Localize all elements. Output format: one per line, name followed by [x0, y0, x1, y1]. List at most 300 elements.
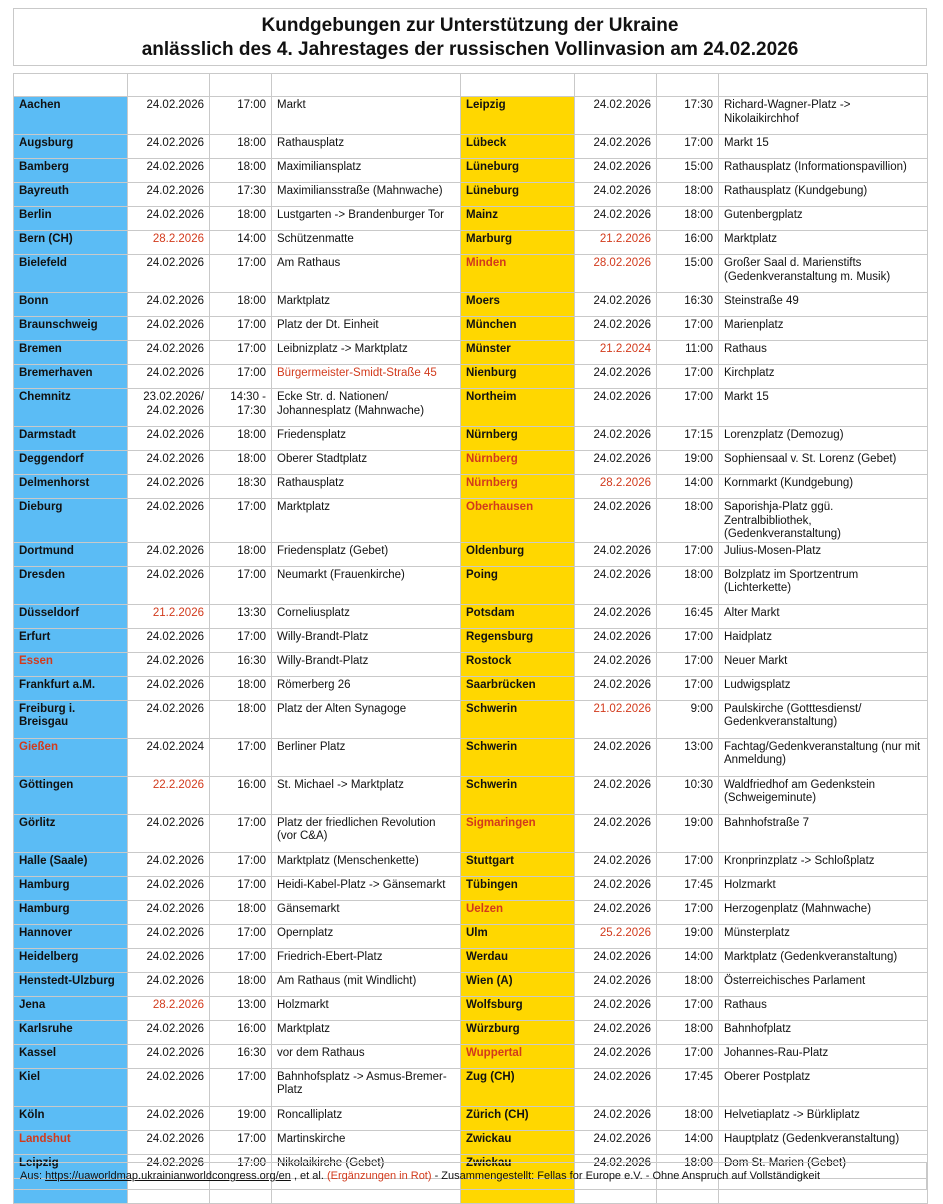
left-time-cell: 18:00	[210, 972, 272, 996]
right-date-cell: 24.02.2026	[575, 776, 657, 814]
right-time-cell: 16:45	[657, 604, 719, 628]
right-place-cell: Marktplatz	[719, 231, 928, 255]
right-city-cell: Nürnberg	[461, 475, 575, 499]
left-date-cell: 24.02.2026	[128, 475, 210, 499]
right-city-cell: München	[461, 317, 575, 341]
header-cell	[272, 74, 461, 97]
left-city-cell: Deggendorf	[14, 451, 128, 475]
right-place-cell: Alter Markt	[719, 604, 928, 628]
right-time-cell: 17:45	[657, 876, 719, 900]
right-time-cell: 9:00	[657, 700, 719, 738]
right-city-cell: Nienburg	[461, 365, 575, 389]
right-city-cell: Marburg	[461, 231, 575, 255]
left-date-cell: 24.02.2026	[128, 365, 210, 389]
table-row	[14, 183, 928, 207]
table-row	[14, 389, 928, 427]
left-city-cell: Bern (CH)	[14, 231, 128, 255]
right-place-cell: Herzogenplatz (Mahnwache)	[719, 900, 928, 924]
left-date-cell: 24.02.2026	[128, 900, 210, 924]
left-place-cell: Platz der Dt. Einheit	[272, 317, 461, 341]
left-time-cell: 17:00	[210, 499, 272, 543]
right-date-cell: 24.02.2026	[575, 1106, 657, 1130]
document-sheet	[13, 8, 927, 1192]
table-row	[14, 97, 928, 135]
left-time-cell: 17:00	[210, 814, 272, 852]
left-city-cell: Hamburg	[14, 876, 128, 900]
right-city-cell: Zwickau	[461, 1130, 575, 1154]
left-date-cell: 22.2.2026	[128, 776, 210, 814]
table-row	[14, 135, 928, 159]
left-city-cell: Jena	[14, 996, 128, 1020]
right-date-cell: 24.02.2026	[575, 814, 657, 852]
right-place-cell: Ludwigsplatz	[719, 676, 928, 700]
left-date-cell: 24.02.2026	[128, 1068, 210, 1106]
right-date-cell: 24.02.2026	[575, 499, 657, 543]
left-place-cell: vor dem Rathaus	[272, 1044, 461, 1068]
title-box	[13, 8, 927, 66]
left-date-cell: 24.02.2026	[128, 341, 210, 365]
left-place-cell: Willy-Brandt-Platz	[272, 652, 461, 676]
left-time-cell: 18:00	[210, 676, 272, 700]
right-place-cell: Steinstraße 49	[719, 293, 928, 317]
left-city-cell: Hannover	[14, 924, 128, 948]
table-row	[14, 738, 928, 776]
left-place-cell: Römerberg 26	[272, 676, 461, 700]
left-date-cell: 24.02.2026	[128, 1130, 210, 1154]
right-time-cell: 16:00	[657, 231, 719, 255]
left-city-cell: Dieburg	[14, 499, 128, 543]
header-cell	[719, 74, 928, 97]
right-place-cell: Holzmarkt	[719, 876, 928, 900]
right-time-cell: 17:00	[657, 900, 719, 924]
right-city-cell: Stuttgart	[461, 852, 575, 876]
right-place-cell: Münsterplatz	[719, 924, 928, 948]
left-city-cell: Görlitz	[14, 814, 128, 852]
right-place-cell: Rathausplatz (Kundgebung)	[719, 183, 928, 207]
left-place-cell: Marktplatz	[272, 293, 461, 317]
right-date-cell: 24.02.2026	[575, 365, 657, 389]
right-date-cell: 24.02.2026	[575, 676, 657, 700]
left-city-cell: Frankfurt a.M.	[14, 676, 128, 700]
right-time-cell: 16:30	[657, 293, 719, 317]
table-row	[14, 499, 928, 543]
left-time-cell: 18:00	[210, 159, 272, 183]
right-time-cell: 18:00	[657, 972, 719, 996]
left-date-cell: 24.02.2026	[128, 924, 210, 948]
right-city-cell: Saarbrücken	[461, 676, 575, 700]
right-date-cell: 21.2.2026	[575, 231, 657, 255]
right-time-cell: 17:00	[657, 652, 719, 676]
right-date-cell: 24.02.2026	[575, 135, 657, 159]
left-time-cell: 18:00	[210, 293, 272, 317]
table-row	[14, 972, 928, 996]
table-row	[14, 700, 928, 738]
right-time-cell: 15:00	[657, 255, 719, 293]
table-row	[14, 365, 928, 389]
left-date-cell: 24.02.2026	[128, 293, 210, 317]
right-place-cell: Oberer Postplatz	[719, 1068, 928, 1106]
left-date-cell: 24.02.2026	[128, 852, 210, 876]
left-city-cell: Göttingen	[14, 776, 128, 814]
table-row	[14, 1130, 928, 1154]
right-city-cell: Oberhausen	[461, 499, 575, 543]
table-row	[14, 293, 928, 317]
left-date-cell: 24.02.2024	[128, 738, 210, 776]
left-place-cell: Nikolaikirche (Gebet)	[272, 1154, 461, 1178]
right-place-cell: Kornmarkt (Kundgebung)	[719, 475, 928, 499]
right-place-cell: Bahnhofplatz	[719, 1020, 928, 1044]
right-place-cell: Dom St. Marien (Gebet)	[719, 1154, 928, 1178]
left-date-cell: 24.02.2026	[128, 255, 210, 293]
left-city-cell: Bamberg	[14, 159, 128, 183]
left-place-cell: St. Michael -> Marktplatz	[272, 776, 461, 814]
left-date-cell: 28.2.2026	[128, 996, 210, 1020]
right-time-cell: 17:00	[657, 317, 719, 341]
left-city-cell: Landshut	[14, 1130, 128, 1154]
left-date-cell: 24.02.2026	[128, 700, 210, 738]
right-city-cell: Zug (CH)	[461, 1068, 575, 1106]
left-place-cell: Am Rathaus	[272, 255, 461, 293]
left-city-cell: Berlin	[14, 207, 128, 231]
right-city-cell: Zürich (CH)	[461, 1106, 575, 1130]
right-place-cell: Marienplatz	[719, 317, 928, 341]
left-time-cell: 17:00	[210, 1068, 272, 1106]
right-city-cell: Wien (A)	[461, 972, 575, 996]
right-place-cell: Julius-Mosen-Platz	[719, 542, 928, 566]
right-date-cell: 24.02.2026	[575, 604, 657, 628]
right-city-cell: Lübeck	[461, 135, 575, 159]
right-place-cell: Helvetiaplatz -> Bürkliplatz	[719, 1106, 928, 1130]
right-date-cell: 24.02.2026	[575, 293, 657, 317]
left-time-cell: 17:00	[210, 948, 272, 972]
right-city-cell: Nürnberg	[461, 451, 575, 475]
right-date-cell: 24.02.2026	[575, 183, 657, 207]
left-city-cell: Karlsruhe	[14, 1020, 128, 1044]
right-place-cell: Sophiensaal v. St. Lorenz (Gebet)	[719, 451, 928, 475]
right-time-cell: 18:00	[657, 499, 719, 543]
right-place-cell: Großer Saal d. Marienstifts (Gedenkveranstaltung m. Musik)	[719, 255, 928, 293]
right-time-cell: 17:00	[657, 365, 719, 389]
right-place-cell: Saporishja-Platz ggü. Zentralbibliothek, (Gedenkveranstaltung)	[719, 499, 928, 543]
left-place-cell: Ecke Str. d. Nationen/ Johannesplatz (Mahnwache)	[272, 389, 461, 427]
table-row	[14, 948, 928, 972]
table-row	[14, 924, 928, 948]
right-city-cell: Rostock	[461, 652, 575, 676]
right-place-cell: Hauptplatz (Gedenkveranstaltung)	[719, 1130, 928, 1154]
right-date-cell: 24.02.2026	[575, 948, 657, 972]
right-city-cell: Münster	[461, 341, 575, 365]
left-date-cell: 24.02.2026	[128, 948, 210, 972]
left-city-cell: Kassel	[14, 1044, 128, 1068]
right-date-cell: 24.02.2026	[575, 566, 657, 604]
left-time-cell: 17:00	[210, 341, 272, 365]
right-time-cell: 18:00	[657, 183, 719, 207]
left-date-cell: 24.02.2026	[128, 972, 210, 996]
right-city-cell: Minden	[461, 255, 575, 293]
right-date-cell: 25.2.2026	[575, 924, 657, 948]
left-place-cell: Friedrich-Ebert-Platz	[272, 948, 461, 972]
left-time-cell: 17:00	[210, 1154, 272, 1178]
right-time-cell: 17:00	[657, 1044, 719, 1068]
source-footer	[13, 1162, 927, 1190]
right-time-cell: 19:00	[657, 814, 719, 852]
left-place-cell: Maximiliansplatz	[272, 159, 461, 183]
right-place-cell: Bahnhofstraße 7	[719, 814, 928, 852]
left-place-cell: Heidi-Kabel-Platz -> Gänsemarkt	[272, 876, 461, 900]
right-time-cell: 17:00	[657, 852, 719, 876]
left-date-cell: 24.02.2026	[128, 542, 210, 566]
left-time-cell: 18:00	[210, 427, 272, 451]
right-date-cell: 24.02.2026	[575, 900, 657, 924]
events-table-body	[14, 74, 928, 1204]
right-city-cell: Sigmaringen	[461, 814, 575, 852]
right-place-cell: Johannes-Rau-Platz	[719, 1044, 928, 1068]
left-time-cell: 18:30	[210, 475, 272, 499]
left-place-cell: Rathausplatz	[272, 135, 461, 159]
left-place-cell: Martinskirche	[272, 1130, 461, 1154]
right-city-cell: Wolfsburg	[461, 996, 575, 1020]
left-place-cell: Willy-Brandt-Platz	[272, 628, 461, 652]
right-city-cell: Uelzen	[461, 900, 575, 924]
left-city-cell: Bremen	[14, 341, 128, 365]
table-row	[14, 852, 928, 876]
left-date-cell: 24.02.2026	[128, 628, 210, 652]
right-time-cell: 15:00	[657, 159, 719, 183]
right-place-cell: Lorenzplatz (Demozug)	[719, 427, 928, 451]
left-place-cell: Corneliusplatz	[272, 604, 461, 628]
left-date-cell: 21.2.2026	[128, 604, 210, 628]
left-place-cell: Schützenmatte	[272, 231, 461, 255]
right-place-cell: Haidplatz	[719, 628, 928, 652]
header-cell	[128, 74, 210, 97]
left-city-cell: Delmenhorst	[14, 475, 128, 499]
source-link[interactable]: https://uaworldmap.ukrainianworldcongress.org/en	[45, 1170, 291, 1182]
left-time-cell: 17:00	[210, 365, 272, 389]
left-city-cell: Aachen	[14, 97, 128, 135]
right-time-cell: 17:00	[657, 676, 719, 700]
left-date-cell: 24.02.2026	[128, 135, 210, 159]
right-time-cell: 17:30	[657, 97, 719, 135]
table-row	[14, 542, 928, 566]
right-place-cell: Rathaus	[719, 996, 928, 1020]
left-date-cell: 24.02.2026	[128, 1044, 210, 1068]
right-date-cell: 21.2.2024	[575, 341, 657, 365]
left-date-cell: 24.02.2026	[128, 499, 210, 543]
table-row	[14, 876, 928, 900]
table-row	[14, 451, 928, 475]
right-place-cell: Waldfriedhof am Gedenkstein (Schweigeminute)	[719, 776, 928, 814]
left-city-cell: Dresden	[14, 566, 128, 604]
right-date-cell: 24.02.2026	[575, 159, 657, 183]
table-row	[14, 1044, 928, 1068]
table-row	[14, 159, 928, 183]
table-row	[14, 1106, 928, 1130]
right-place-cell: Marktplatz (Gedenkveranstaltung)	[719, 948, 928, 972]
left-place-cell: Leibnizplatz -> Marktplatz	[272, 341, 461, 365]
table-row	[14, 207, 928, 231]
left-city-cell: Bielefeld	[14, 255, 128, 293]
right-time-cell: 17:00	[657, 628, 719, 652]
right-city-cell: Lüneburg	[461, 159, 575, 183]
left-place-cell: Holzmarkt	[272, 996, 461, 1020]
left-place-cell: Opernplatz	[272, 924, 461, 948]
left-city-cell: Essen	[14, 652, 128, 676]
right-city-cell: Wuppertal	[461, 1044, 575, 1068]
footer-prefix: Aus:	[20, 1170, 46, 1182]
left-date-cell: 24.02.2026	[128, 566, 210, 604]
right-time-cell: 14:00	[657, 1130, 719, 1154]
left-city-cell: Leipzig	[14, 1154, 128, 1178]
left-date-cell: 24.02.2026	[128, 159, 210, 183]
right-time-cell: 13:00	[657, 738, 719, 776]
left-time-cell: 17:00	[210, 1130, 272, 1154]
left-time-cell: 18:00	[210, 135, 272, 159]
right-city-cell: Schwerin	[461, 700, 575, 738]
table-row	[14, 341, 928, 365]
left-place-cell: Friedensplatz (Gebet)	[272, 542, 461, 566]
left-city-cell: Hamburg	[14, 900, 128, 924]
left-place-cell: Markt	[272, 97, 461, 135]
left-time-cell: 17:00	[210, 97, 272, 135]
left-city-cell: Dortmund	[14, 542, 128, 566]
left-time-cell: 13:30	[210, 604, 272, 628]
left-place-cell: Marktplatz	[272, 499, 461, 543]
left-time-cell: 18:00	[210, 207, 272, 231]
left-date-cell: 24.02.2026	[128, 427, 210, 451]
right-time-cell: 18:00	[657, 1106, 719, 1130]
right-place-cell: Gutenbergplatz	[719, 207, 928, 231]
table-header-row	[14, 74, 928, 97]
left-time-cell: 17:00	[210, 566, 272, 604]
right-date-cell: 24.02.2026	[575, 1130, 657, 1154]
left-time-cell: 18:00	[210, 451, 272, 475]
left-date-cell: 24.02.2026	[128, 1106, 210, 1130]
left-place-cell: Platz der friedlichen Revolution (vor C&A)	[272, 814, 461, 852]
left-place-cell: Bürgermeister-Smidt-Straße 45	[272, 365, 461, 389]
left-time-cell: 17:00	[210, 924, 272, 948]
title-line-1: Kundgebungen zur Unterstützung der Ukraine	[261, 15, 679, 36]
table-row	[14, 475, 928, 499]
header-cell	[575, 74, 657, 97]
events-table	[13, 73, 928, 1204]
right-date-cell: 24.02.2026	[575, 972, 657, 996]
right-city-cell: Würzburg	[461, 1020, 575, 1044]
table-row	[14, 900, 928, 924]
right-city-cell: Nürnberg	[461, 427, 575, 451]
right-place-cell: Richard-Wagner-Platz -> Nikolaikirchhof	[719, 97, 928, 135]
left-place-cell: Oberer Stadtplatz	[272, 451, 461, 475]
left-time-cell: 14:00	[210, 231, 272, 255]
left-date-cell: 23.02.2026/ 24.02.2026	[128, 389, 210, 427]
right-date-cell: 24.02.2026	[575, 1044, 657, 1068]
right-place-cell: Markt 15	[719, 389, 928, 427]
left-city-cell: Halle (Saale)	[14, 852, 128, 876]
left-time-cell: 17:00	[210, 738, 272, 776]
left-date-cell: 24.02.2026	[128, 814, 210, 852]
right-place-cell: Kirchplatz	[719, 365, 928, 389]
table-row	[14, 231, 928, 255]
right-time-cell: 18:00	[657, 1154, 719, 1178]
right-date-cell: 24.02.2026	[575, 427, 657, 451]
right-place-cell: Neuer Markt	[719, 652, 928, 676]
right-city-cell: Moers	[461, 293, 575, 317]
right-place-cell: Bolzplatz im Sportzentrum (Lichterkette)	[719, 566, 928, 604]
header-cell	[461, 74, 575, 97]
left-time-cell: 17:00	[210, 876, 272, 900]
left-time-cell: 19:00	[210, 1106, 272, 1130]
left-city-cell: Bayreuth	[14, 183, 128, 207]
right-date-cell: 24.02.2026	[575, 542, 657, 566]
left-city-cell: Bremerhaven	[14, 365, 128, 389]
right-time-cell: 18:00	[657, 1020, 719, 1044]
left-place-cell: Maximiliansstraße (Mahnwache)	[272, 183, 461, 207]
left-date-cell: 24.02.2026	[128, 652, 210, 676]
right-city-cell: Werdau	[461, 948, 575, 972]
right-city-cell: Leipzig	[461, 97, 575, 135]
right-date-cell: 24.02.2026	[575, 451, 657, 475]
left-time-cell: 17:00	[210, 255, 272, 293]
left-city-cell: Chemnitz	[14, 389, 128, 427]
right-date-cell: 24.02.2026	[575, 652, 657, 676]
table-row	[14, 814, 928, 852]
left-date-cell: 24.02.2026	[128, 183, 210, 207]
footer-middle: , et al.	[290, 1170, 327, 1182]
left-city-cell: Heidelberg	[14, 948, 128, 972]
left-city-cell: Augsburg	[14, 135, 128, 159]
left-place-cell: Lustgarten -> Brandenburger Tor	[272, 207, 461, 231]
right-city-cell: Poing	[461, 566, 575, 604]
right-time-cell: 17:15	[657, 427, 719, 451]
title-line-2: anlässlich des 4. Jahrestages der russischen Vollinvasion am 24.02.2026	[141, 39, 799, 60]
left-place-cell: Berliner Platz	[272, 738, 461, 776]
left-date-cell: 24.02.2026	[128, 317, 210, 341]
right-date-cell: 24.02.2026	[575, 389, 657, 427]
right-time-cell: 11:00	[657, 341, 719, 365]
right-time-cell: 17:00	[657, 542, 719, 566]
left-place-cell: Bahnhofsplatz -> Asmus-Bremer-Platz	[272, 1068, 461, 1106]
left-city-cell: Freiburg i. Breisgau	[14, 700, 128, 738]
left-city-cell: Braunschweig	[14, 317, 128, 341]
right-place-cell: Paulskirche (Gotttesdienst/ Gedenkveranstaltung)	[719, 700, 928, 738]
right-date-cell: 24.02.2026	[575, 876, 657, 900]
right-place-cell: Kronprinzplatz -> Schloßplatz	[719, 852, 928, 876]
left-place-cell: Friedensplatz	[272, 427, 461, 451]
right-date-cell: 28.2.2026	[575, 475, 657, 499]
right-place-cell: Rathaus	[719, 341, 928, 365]
right-time-cell: 17:00	[657, 135, 719, 159]
table-row	[14, 652, 928, 676]
right-time-cell: 17:45	[657, 1068, 719, 1106]
right-time-cell: 18:00	[657, 207, 719, 231]
left-date-cell: 24.02.2026	[128, 451, 210, 475]
right-date-cell: 24.02.2026	[575, 996, 657, 1020]
table-row	[14, 1068, 928, 1106]
left-city-cell: Darmstadt	[14, 427, 128, 451]
right-city-cell: Schwerin	[461, 776, 575, 814]
header-cell	[657, 74, 719, 97]
left-time-cell: 17:00	[210, 317, 272, 341]
right-date-cell: 24.02.2026	[575, 1020, 657, 1044]
left-date-cell: 24.02.2026	[128, 97, 210, 135]
right-city-cell: Lüneburg	[461, 183, 575, 207]
left-date-cell: 24.02.2026	[128, 207, 210, 231]
left-place-cell: Roncalliplatz	[272, 1106, 461, 1130]
left-date-cell: 24.02.2026	[128, 676, 210, 700]
right-date-cell: 28.02.2026	[575, 255, 657, 293]
right-place-cell: Rathausplatz (Informationspavillion)	[719, 159, 928, 183]
left-place-cell: Marktplatz (Menschenkette)	[272, 852, 461, 876]
left-city-cell: Köln	[14, 1106, 128, 1130]
